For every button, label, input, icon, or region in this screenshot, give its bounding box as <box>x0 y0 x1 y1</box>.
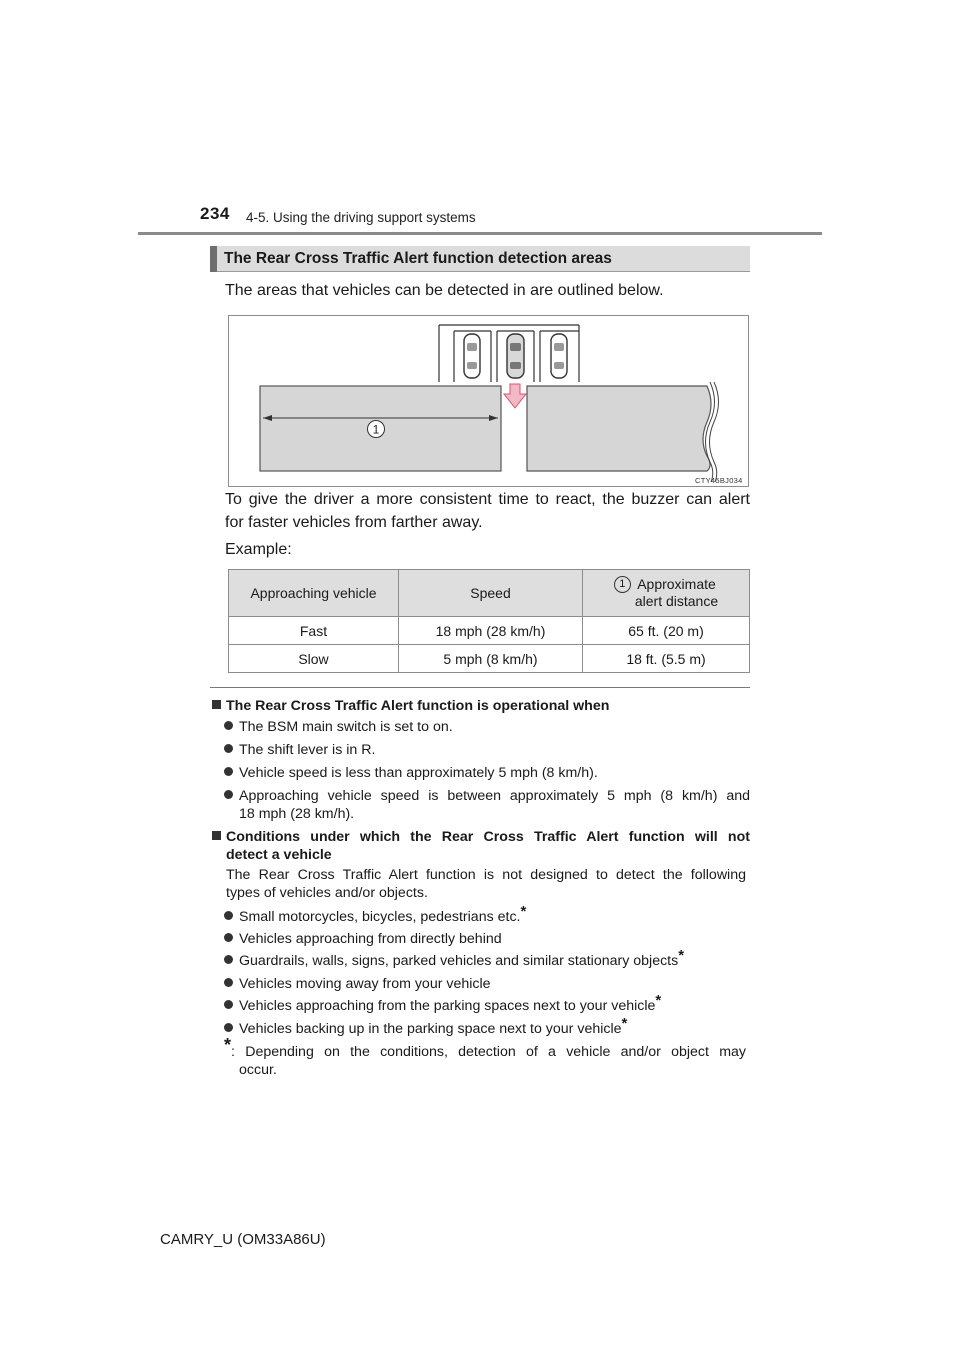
detection-area-right <box>527 386 711 471</box>
bullet-icon <box>224 911 233 920</box>
parked-car-left-icon <box>464 334 480 378</box>
detection-area-diagram <box>229 316 748 486</box>
footnote: *: Depending on the conditions, detection of a vehicle and/or object may occur. <box>224 1035 746 1078</box>
bullet-icon <box>224 1000 233 1009</box>
operational-heading: The Rear Cross Traffic Alert function is operational when <box>212 697 609 715</box>
header-callout: 1 <box>614 576 631 593</box>
bullet-icon <box>224 721 233 730</box>
figure-callout: 1 <box>372 422 380 437</box>
header-speed: Speed <box>399 570 583 617</box>
table-header-row <box>229 570 750 617</box>
alert-distance-table <box>228 569 750 673</box>
footnote-star: * <box>678 947 685 964</box>
own-vehicle-icon <box>507 334 524 378</box>
list-item: Vehicles approaching from directly behind <box>224 930 502 948</box>
section-heading-text: The Rear Cross Traffic Alert function detection areas <box>224 250 612 267</box>
list-item: Vehicles backing up in the parking space next to your vehicle* <box>224 1020 627 1038</box>
parked-car-right-icon <box>551 334 567 378</box>
table-row: Slow 5 mph (8 km/h) 18 ft. (5.5 m) <box>229 645 750 673</box>
intro-text: The areas that vehicles can be detected in are outlined below. <box>225 282 664 299</box>
detection-area-figure <box>228 315 749 487</box>
bullet-icon <box>224 978 233 987</box>
square-bullet-icon <box>212 700 221 709</box>
footnote-marker: * <box>224 1035 232 1055</box>
list-item: Approaching vehicle speed is between approximately 5 mph (8 km/h) and 18 mph (28 km/h). <box>224 787 750 823</box>
explanation-paragraph: To give the driver a more consistent time to react, the buzzer can alert for faster vehicles from farther away. <box>225 491 750 531</box>
reverse-direction-arrow-icon <box>504 384 526 408</box>
list-item: Vehicles approaching from the parking spaces next to your vehicle* <box>224 997 661 1015</box>
bullet-icon <box>224 790 233 799</box>
header-approaching-vehicle: Approaching vehicle <box>229 570 399 617</box>
list-item: Vehicles moving away from your vehicle <box>224 975 491 993</box>
bullet-icon <box>224 1023 233 1032</box>
list-item: The shift lever is in R. <box>224 741 375 759</box>
example-label: Example: <box>225 541 292 558</box>
conditions-description: The Rear Cross Traffic Alert function is not designed to detect the following types of vehicles and/or objects. <box>226 867 746 901</box>
bullet-icon <box>224 933 233 942</box>
section-divider <box>210 687 750 688</box>
heading-accent-bar <box>210 246 217 272</box>
bullet-icon <box>224 767 233 776</box>
footnote-star: * <box>621 1015 628 1032</box>
section-heading <box>210 246 750 272</box>
footnote-star: * <box>655 992 662 1009</box>
conditions-heading: Conditions under which the Rear Cross Traffic Alert function will not detect a vehicle <box>212 828 750 864</box>
header-alert-distance: 1 Approximate alert distance <box>583 570 750 617</box>
bullet-icon <box>224 744 233 753</box>
header-rule <box>138 232 822 235</box>
table-row: Fast 18 mph (28 km/h) 65 ft. (20 m) <box>229 617 750 645</box>
list-item: Guardrails, walls, signs, parked vehicles and similar stationary objects* <box>224 952 684 970</box>
list-item: The BSM main switch is set to on. <box>224 718 453 736</box>
list-item: Small motorcycles, bicycles, pedestrians etc.* <box>224 908 526 926</box>
square-bullet-icon <box>212 831 221 840</box>
figure-code: CTY45BJ034 <box>695 476 743 485</box>
list-item: Vehicle speed is less than approximately 5 mph (8 km/h). <box>224 764 598 782</box>
manual-footer: CAMRY_U (OM33A86U) <box>160 1231 326 1248</box>
footnote-star: * <box>520 903 527 920</box>
section-label: 4-5. Using the driving support systems <box>246 210 476 225</box>
bullet-icon <box>224 955 233 964</box>
page-number: 234 <box>200 204 230 223</box>
